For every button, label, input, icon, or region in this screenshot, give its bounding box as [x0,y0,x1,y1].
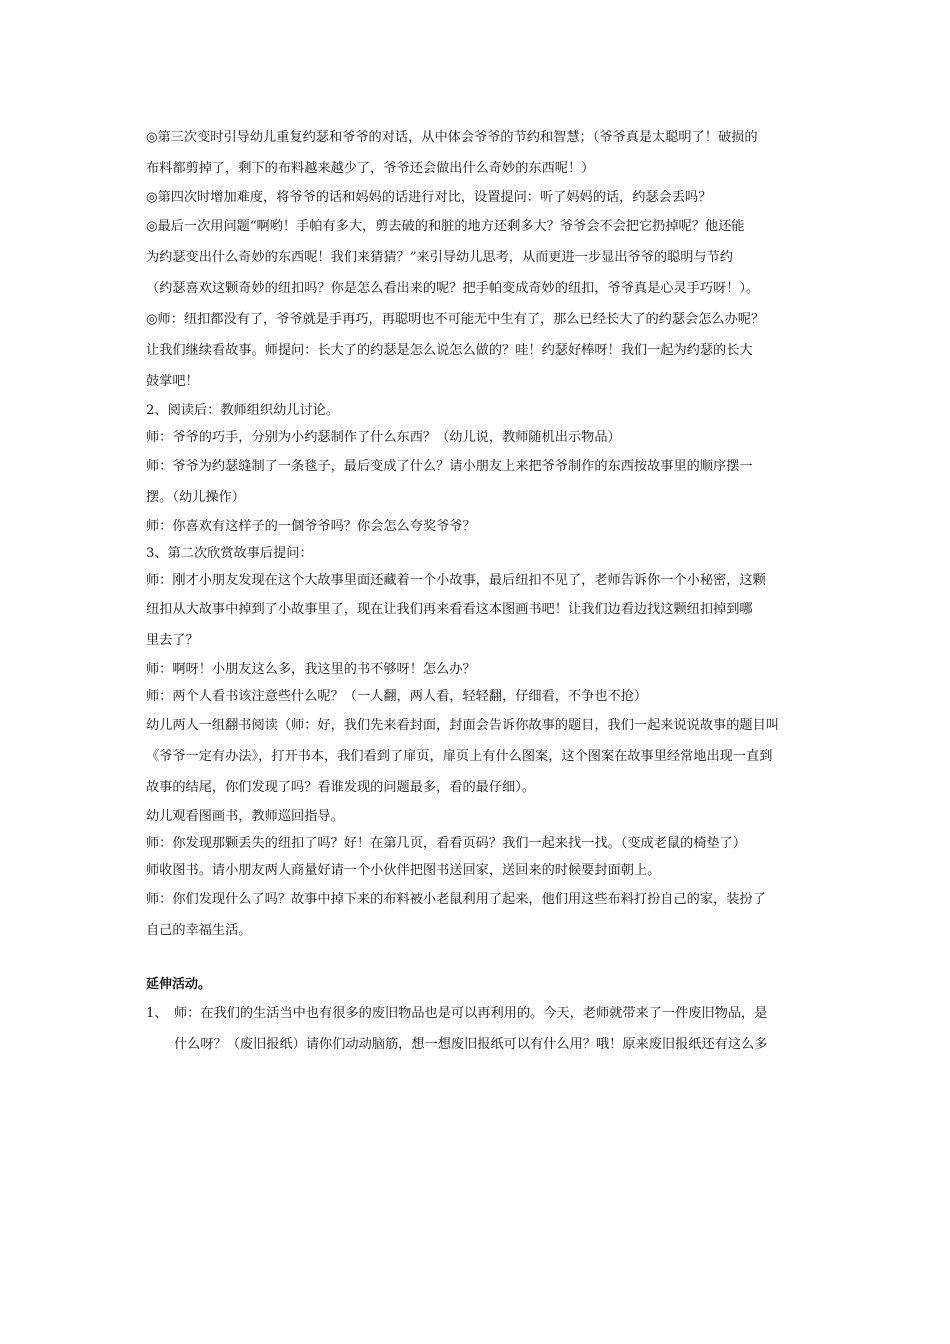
section-2-item-3-line1: 师：你喜欢有这样子的一個爷爷吗？你会怎么夸奖爷爷？ [146,519,476,534]
section-spacer [146,946,811,971]
section-2-title: 2、阅读后：教师组织幼儿讨论。 [146,403,340,418]
section-2-item-2-line2: 摆。（幼儿操作） [146,490,245,505]
extension-item-1-line1: 师：在我们的生活当中也有很多的废旧物品也是可以再利用的。今天，老师就带来了一件废旧物品，是 [174,1006,768,1021]
section-3-item-6-line1: 师：你发现那颗丢失的纽扣了吗？好！在第几页，看看页码？我们一起来找一找。（变成老鼠的椅垫了） [146,836,747,851]
section-3-item-4-line3: 故事的结尾，你们发现了吗？看谁发现的问题最多，看的最仔细）。 [146,780,536,795]
section-2-item-2-line1: 师：爷爷为约瑟缝制了一条毯子，最后变成了什么？请小朋友上来把爷爷制作的东西按故事里的顺序摆一 [146,459,753,474]
extension-title: 延伸活动。 [146,977,212,992]
section-3-item-8-line1: 师：你们发现什么了吗？故事中掉下来的布料被小老鼠利用了起来，他们用这些布料打扮自己的家，装扮了 [146,892,766,907]
extension-item-1-number: 1、 [146,1006,168,1021]
extension-item-1-line2: 什么呀？（废旧报纸）请你们动动脑筋，想一想废旧报纸可以有什么用？哦！原来废旧报纸还有这么多 [174,1037,768,1052]
section-3-item-1-line2: 纽扣从大故事中掉到了小故事里了，现在让我们再来看看这本图画书吧！让我们边看边找这颗纽扣掉到哪 [146,602,753,617]
section-3-item-7-line1: 师收图书。请小朋友两人商量好请一个小伙伴把图书送回家，送回来的时候要封面朝上。 [146,863,661,878]
section-3-item-2-line1: 师：啊呀！小朋友这么多，我这里的书不够呀！怎么办？ [146,662,476,677]
paragraph-button-gone-line2: 让我们继续看故事。师提问：长大了的约瑟是怎么说怎么做的？哇！约瑟好棒呀！我们一起为约瑟的长大 [146,343,753,358]
section-3-item-1-line1: 师：刚才小朋友发现在这个大故事里面还藏着一个小故事，最后纽扣不见了，老师告诉你一个小秘密，这颗 [146,573,766,588]
extension-item-1-body [174,998,811,1060]
paragraph-third-change-line2: 布料都剪掉了，剩下的布料越来越少了，爷爷还会做出什么奇妙的东西呢！） [146,161,595,176]
section-3-item-1-line3: 里去了？ [146,633,199,648]
paragraph-fourth-change-line1: ◎第四次时增加难度，将爷爷的话和妈妈的话进行对比，设置提问：听了妈妈的话，约瑟会丢吗？ [146,190,712,205]
paragraph-last-question-line2: 为约瑟变出什么奇妙的东西呢！我们来猜猜？”来引导幼儿思考，从而更进一步显出爷爷的聪明与节约 [146,250,733,265]
section-3-item-4-line2: 《爷爷一定有办法》，打开书本，我们看到了扉页，扉页上有什么图案，这个图案在故事里经常地出现一直到 [146,749,773,764]
paragraph-last-question-line1: ◎最后一次用问题“啊哟！手帕有多大，剪去破的和脏的地方还剩多大？爷爷会不会把它扔掉呢？他还能 [146,219,745,234]
paragraph-button-gone-line3: 鼓掌吧！ [146,374,199,389]
paragraph-button-gone-line1: ◎师：纽扣都没有了，爷爷就是手再巧，再聪明也不可能无中生有了，那么已经长大了的约瑟会怎么办呢？ [146,312,765,327]
section-2-item-1-line1: 师：爷爷的巧手，分别为小约瑟制作了什么东西？（幼儿说，教师随机出示物品） [146,430,621,445]
section-3-item-5-line1: 幼儿观看图画书，教师巡回指导。 [146,809,344,824]
section-3-title: 3、第二次欣赏故事后提问： [146,546,313,561]
document-content [146,122,811,1060]
section-3-item-4-line1: 幼儿两人一组翻书阅读（师：好，我们先来看封面，封面会告诉你故事的题目，我们一起来说说故事的题目叫 [146,718,779,733]
section-3-item-3-line1: 师：两个人看书该注意些什么呢？（一人翻，两人看，轻轻翻，仔细看，不争也不抢） [146,689,648,704]
paragraph-last-question-line3: （约瑟喜欢这颗奇妙的纽扣吗？你是怎么看出来的呢？把手帕变成奇妙的纽扣，爷爷真是心灵手巧呀！）。 [146,281,760,296]
extension-list-item-1 [146,998,811,1060]
section-3-item-8-line2: 自己的幸福生活。 [146,923,252,938]
paragraph-third-change-line1: ◎第三次变时引导幼儿重复约瑟和爷爷的对话，从中体会爷爷的节约和智慧；（爷爷真是太聪明了！破损的 [146,130,758,145]
